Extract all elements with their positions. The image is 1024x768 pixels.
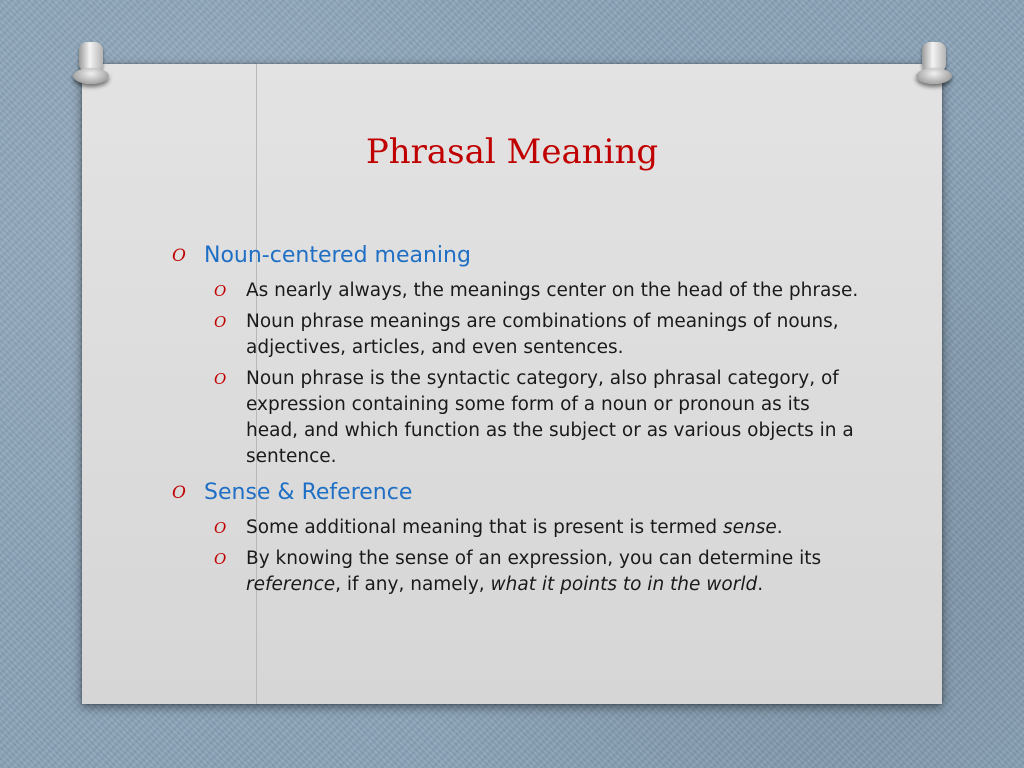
section-heading: Sense & Reference <box>204 480 413 505</box>
bullet-text: Some additional meaning that is present is termed sense. <box>246 517 783 538</box>
bullet-o-icon: O <box>172 246 186 266</box>
bullet-o-icon: O <box>214 519 227 537</box>
bullet-item <box>170 278 860 304</box>
section-heading: Noun-centered meaning <box>204 243 471 268</box>
bullet-text: By knowing the sense of an expression, you can determine its reference, if any, namely, what it points to in the world. <box>246 548 822 595</box>
bullet-heading <box>170 477 860 509</box>
bullet-o-icon: O <box>214 550 227 568</box>
bullet-o-icon: O <box>214 282 227 300</box>
bullet-item <box>170 515 860 541</box>
slide-title: Phrasal Meaning <box>365 132 659 172</box>
term-reference: reference <box>246 574 336 595</box>
pushpin-icon <box>73 42 109 86</box>
bullet-o-icon: O <box>214 370 227 388</box>
bullet-item <box>170 309 860 361</box>
bullet-text: As nearly always, the meanings center on the head of the phrase. <box>246 280 859 301</box>
term-world: what it points to in the world <box>490 574 758 595</box>
bullet-text: Noun phrase meanings are combinations of meanings of nouns, adjectives, articles, and even sentences. <box>246 311 839 358</box>
bullet-item <box>170 546 860 598</box>
bullet-o-icon: O <box>172 483 186 503</box>
slide-content <box>170 240 860 603</box>
pushpin-icon <box>916 42 952 86</box>
term-sense: sense <box>722 517 777 538</box>
bullet-text: Noun phrase is the syntactic category, also phrasal category, of expression containing some form of a noun or pronoun as its head, and which function as the subject or as various objects in a sentence. <box>246 368 854 467</box>
bullet-o-icon: O <box>214 313 227 331</box>
bullet-heading <box>170 240 860 272</box>
bullet-item <box>170 366 860 470</box>
